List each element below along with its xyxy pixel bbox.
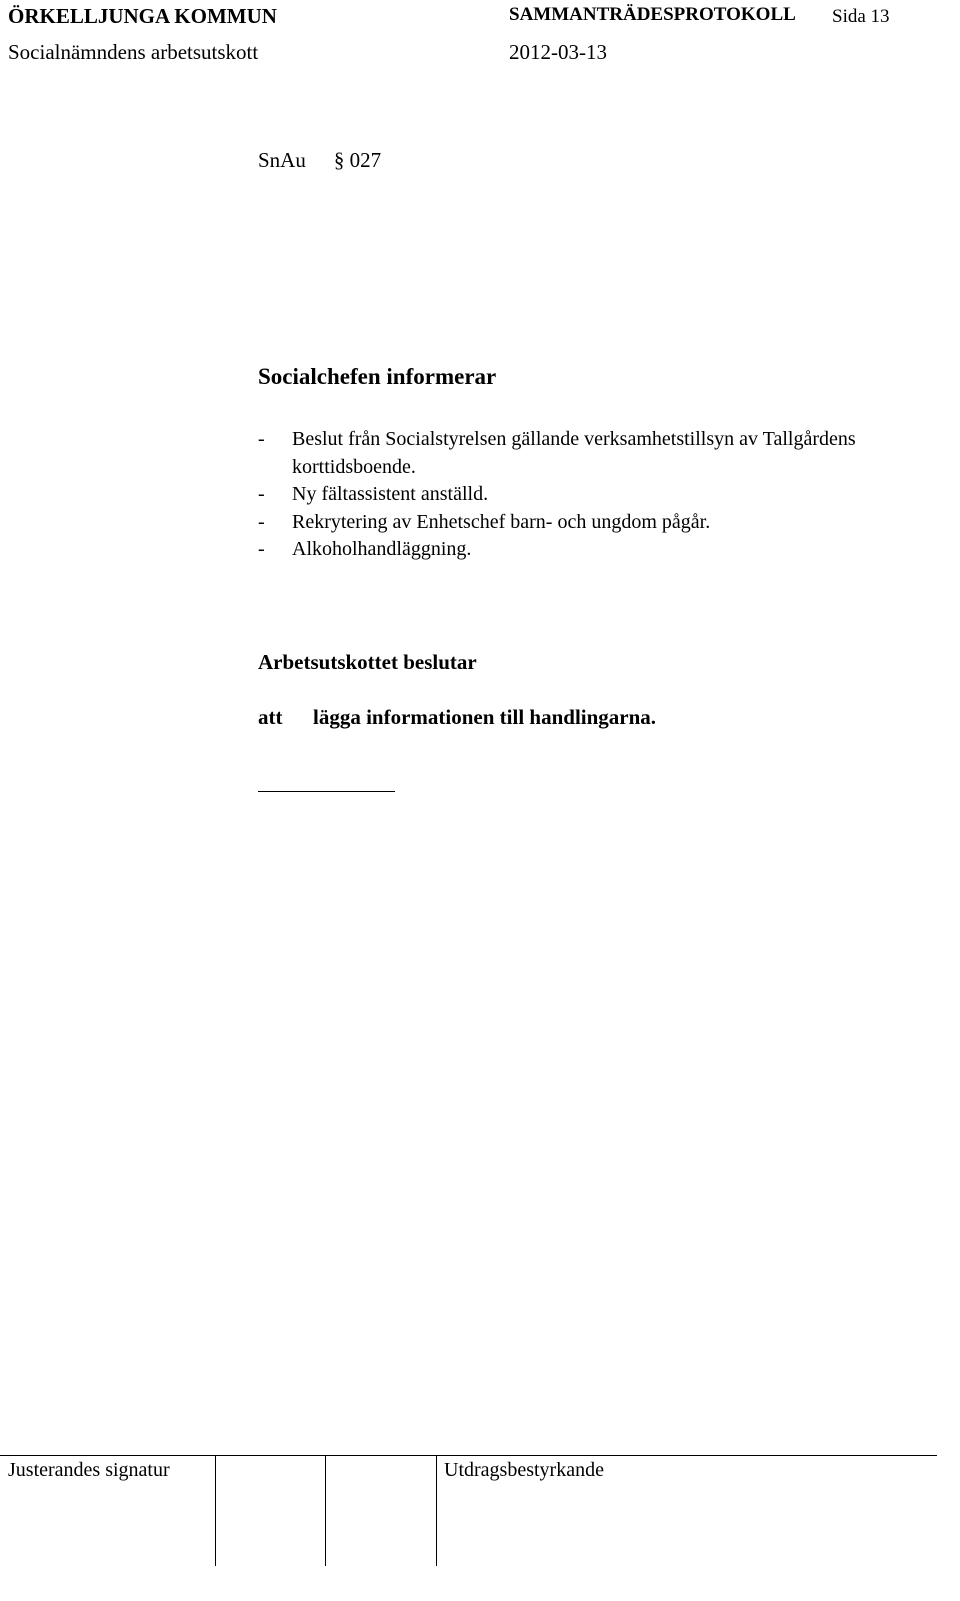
section-title: Socialchefen informerar: [258, 364, 497, 389]
decision-title: Arbetsutskottet beslutar: [258, 650, 477, 674]
list-item-text: Beslut från Socialstyrelsen gällande verksamhetstillsyn av Tallgårdens korttidsboende.: [292, 428, 856, 478]
decision-text: lägga informationen till handlingarna.: [313, 705, 657, 729]
list-item: [258, 481, 892, 509]
list-item: [258, 509, 892, 537]
decision-att: att: [258, 705, 283, 729]
info-list: [258, 426, 892, 564]
page-number: Sida 13: [832, 6, 890, 27]
meeting-date: 2012-03-13: [509, 40, 607, 64]
footer-rule: [0, 1455, 937, 1456]
decision-clause: [258, 705, 656, 730]
signature-box-divider: [215, 1456, 216, 1566]
list-item-text: Ny fältassistent anställd.: [292, 483, 489, 505]
organization-name: ÖRKELLJUNGA KOMMUN: [8, 4, 277, 28]
list-item-text: Rekrytering av Enhetschef barn- och ungdom pågår.: [292, 510, 711, 533]
section-symbol: §: [333, 148, 345, 172]
list-bullet: -: [258, 483, 265, 505]
signature-box-divider: [436, 1456, 437, 1566]
document-type: SAMMANTRÄDESPROTOKOLL: [509, 4, 796, 25]
signature-box-divider: [325, 1456, 326, 1566]
list-bullet: -: [258, 510, 265, 533]
list-item: [258, 426, 892, 481]
extract-label: Utdragsbestyrkande: [444, 1459, 604, 1481]
end-rule: [258, 791, 395, 792]
paragraph-prefix: SnAu: [258, 148, 306, 172]
list-bullet: -: [258, 428, 265, 450]
list-item-text: Alkoholhandläggning.: [292, 538, 472, 560]
paragraph-reference: [258, 148, 381, 173]
signature-label: Justerandes signatur: [8, 1459, 170, 1481]
list-item: [258, 536, 892, 564]
committee-name: Socialnämndens arbetsutskott: [8, 40, 259, 64]
list-bullet: -: [258, 538, 265, 560]
paragraph-number: 027: [349, 148, 382, 172]
